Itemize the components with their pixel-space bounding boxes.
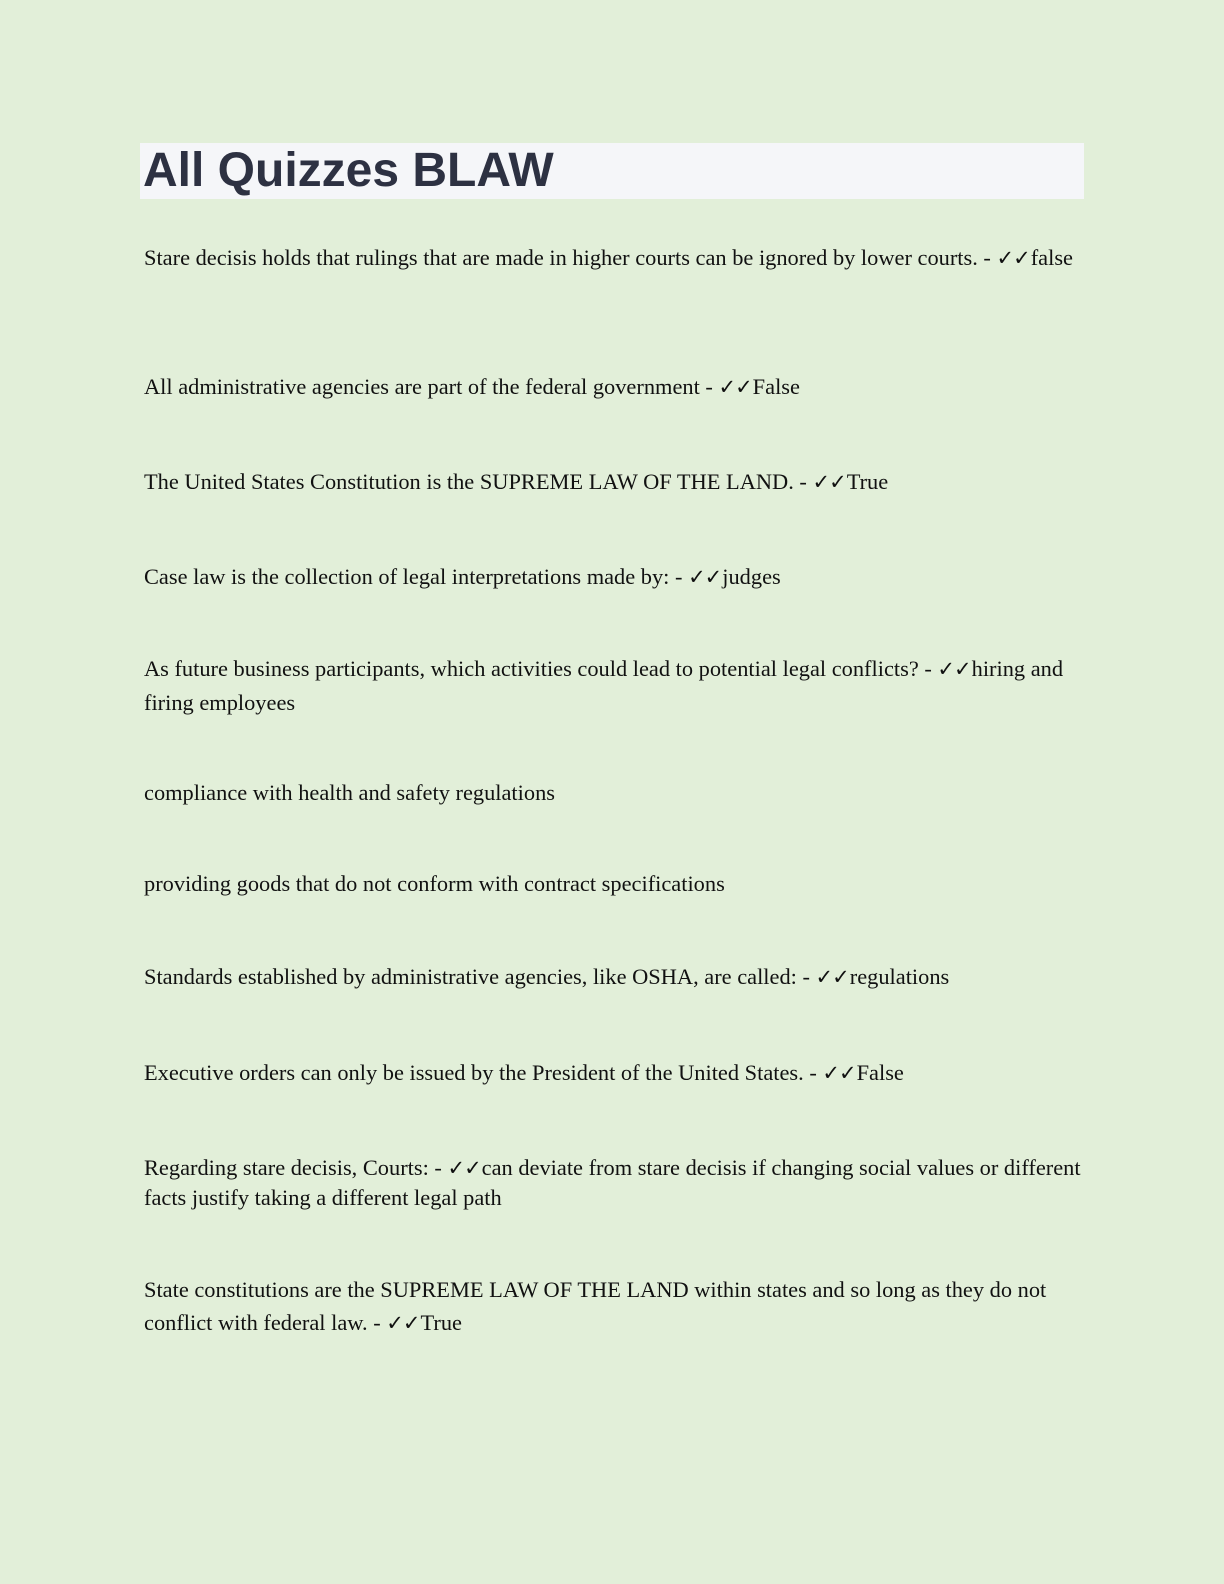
quiz-item	[144, 1273, 1084, 1340]
answer-continuation	[144, 867, 1084, 900]
answer-text: regulations	[849, 964, 950, 989]
answer-text: hiring and firing employees	[144, 656, 1064, 715]
quiz-item	[144, 960, 1084, 994]
question-text: Stare decisis holds that rulings that are made in higher courts can be ignored by lower courts. -	[144, 245, 991, 270]
title-box	[140, 143, 1084, 199]
double-check-icon: ✓✓	[937, 657, 971, 681]
answer-text: False	[752, 374, 800, 399]
double-check-icon: ✓✓	[812, 470, 846, 494]
answer-text: False	[856, 1060, 904, 1085]
answer-text: false	[1030, 245, 1073, 270]
question-text: Standards established by administrative agencies, like OSHA, are called: -	[144, 964, 810, 989]
quiz-item	[144, 560, 1084, 594]
double-check-icon: ✓✓	[815, 965, 849, 989]
question-text: The United States Constitution is the SUPREME LAW OF THE LAND. -	[144, 469, 807, 494]
answer-text: compliance with health and safety regulations	[144, 780, 555, 805]
quiz-item	[144, 241, 1084, 275]
double-check-icon: ✓✓	[718, 375, 752, 399]
question-text: Case law is the collection of legal interpretations made by: -	[144, 564, 683, 589]
page-title: All Quizzes BLAW	[143, 144, 554, 197]
answer-text: judges	[722, 564, 781, 589]
answer-text: can deviate from stare decisis if changing social values or different facts justify taking a different legal path	[144, 1155, 1081, 1210]
quiz-item	[144, 370, 1084, 404]
answer-text: True	[420, 1310, 462, 1335]
double-check-icon: ✓✓	[996, 246, 1030, 270]
question-text: Executive orders can only be issued by the President of the United States. -	[144, 1060, 817, 1085]
double-check-icon: ✓✓	[447, 1156, 481, 1180]
double-check-icon: ✓✓	[688, 565, 722, 589]
quiz-item	[144, 465, 1084, 499]
quiz-item	[144, 1056, 1084, 1090]
question-text: Regarding stare decisis, Courts: -	[144, 1155, 442, 1180]
double-check-icon: ✓✓	[822, 1061, 856, 1085]
question-text: All administrative agencies are part of the federal government -	[144, 374, 713, 399]
question-text: As future business participants, which activities could lead to potential legal conflicts? -	[144, 656, 932, 681]
quiz-item	[144, 652, 1084, 719]
double-check-icon: ✓✓	[386, 1311, 420, 1335]
quiz-item	[144, 1153, 1084, 1213]
answer-text: providing goods that do not conform with contract specifications	[144, 871, 725, 896]
question-text: State constitutions are the SUPREME LAW OF THE LAND within states and so long as they do not conflict with federal law. -	[144, 1277, 1047, 1335]
answer-continuation	[144, 776, 1084, 809]
answer-text: True	[846, 469, 889, 494]
